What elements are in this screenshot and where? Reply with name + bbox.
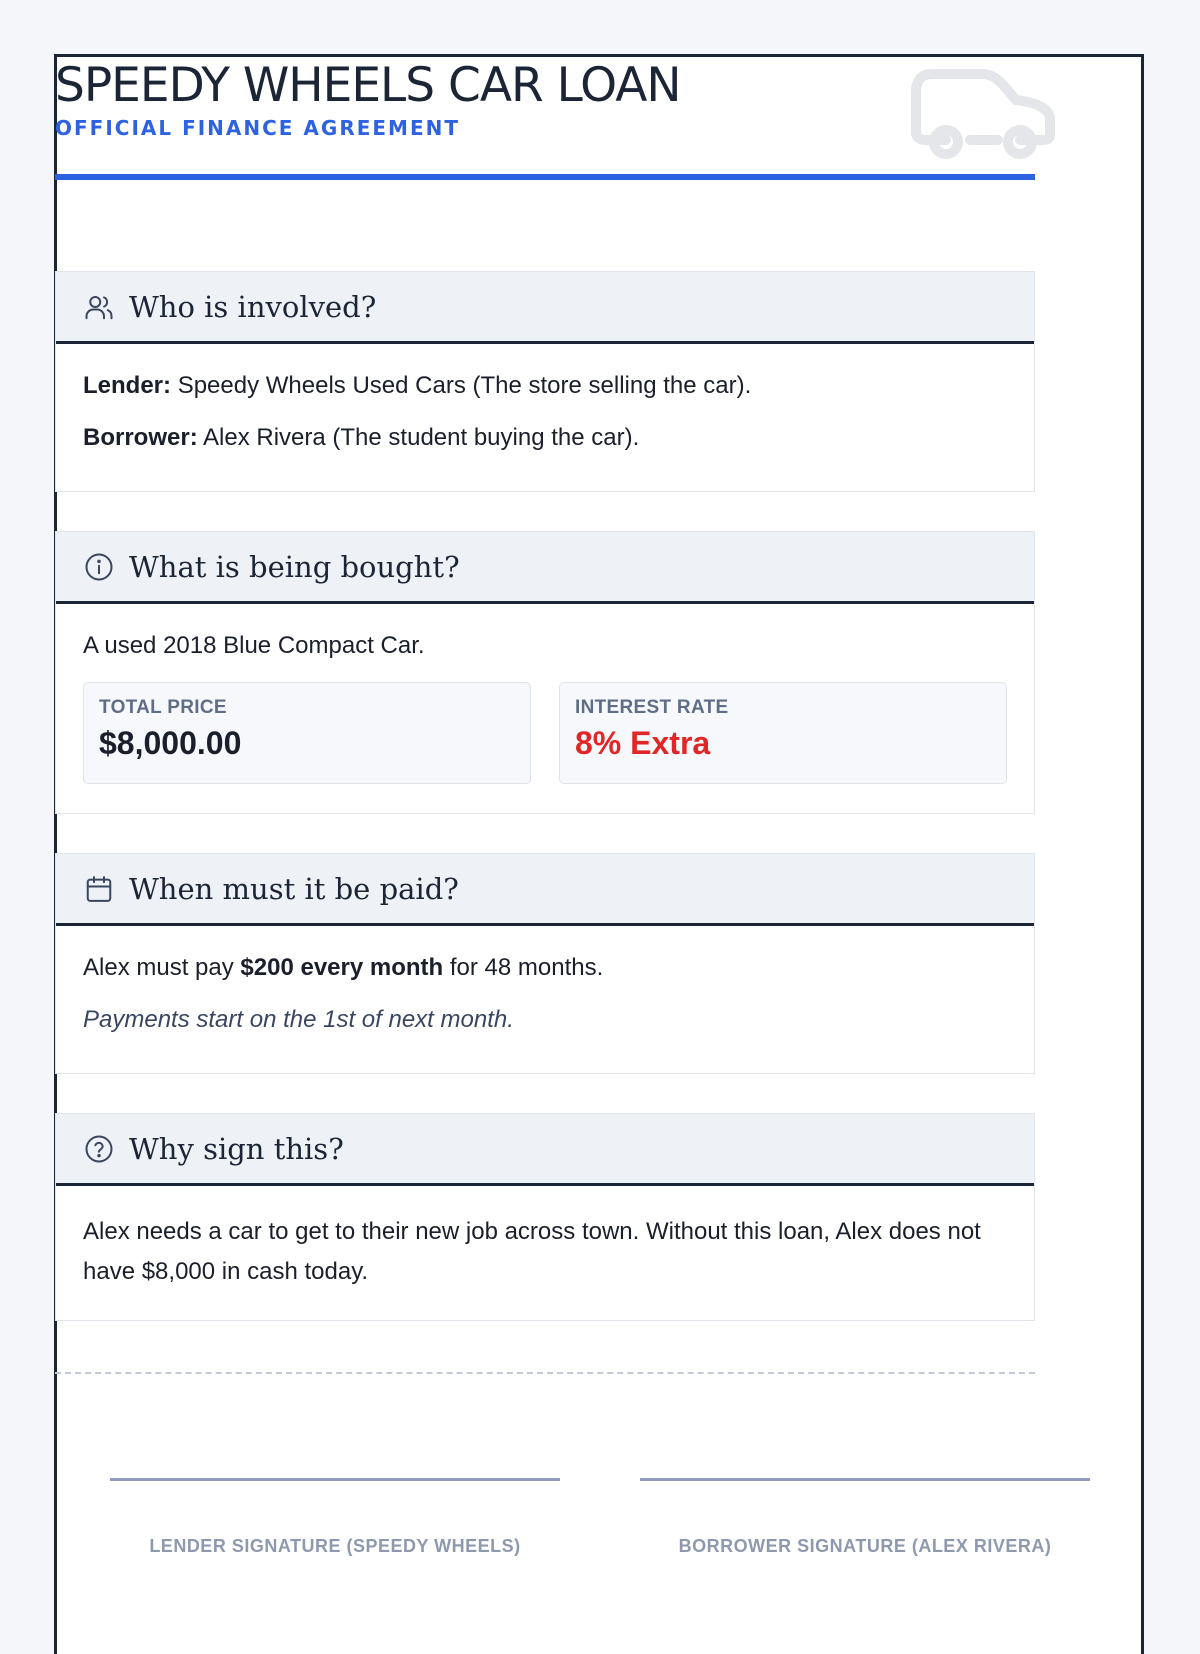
payment-prefix: Alex must pay [83,954,241,981]
borrower-value: Alex Rivera (The student buying the car). [203,424,640,451]
payment-start-note: Payments start on the 1st of next month. [83,1006,514,1033]
borrower-signature-label: BORROWER SIGNATURE (ALEX RIVERA) [678,1536,1052,1556]
info-icon [83,551,115,583]
section-heading: What is being bought? [129,549,460,584]
reason-text: Alex needs a car to get to their new job across town. Without this loan, Alex does not have $8,000 in cash today. [83,1218,981,1285]
section-what-bought [55,531,1035,814]
section-content [56,604,1034,784]
borrower-label: Borrower: [83,424,198,451]
section-content [56,344,1034,454]
price-boxes [83,682,1007,784]
help-circle-icon [83,1133,115,1165]
total-price-label: TOTAL PRICE [99,697,227,718]
section-content [56,926,1034,1036]
lender-line [83,370,1007,402]
lender-label: Lender: [83,372,172,399]
interest-rate-value: 8% Extra [575,725,711,761]
lender-signature-line[interactable] [110,1478,560,1481]
section-heading: Why sign this? [129,1131,344,1166]
payment-suffix: for 48 months. [443,954,604,981]
document-header [55,58,1035,140]
document-title: SPEEDY WHEELS CAR LOAN [55,58,681,113]
interest-rate-label: INTEREST RATE [575,697,729,718]
section-heading: Who is involved? [129,289,377,324]
interest-rate-box [559,682,1007,784]
lender-value: Speedy Wheels Used Cars (The store selling the car). [177,372,752,399]
payment-amount: $200 every month [240,954,444,981]
borrower-signature-line[interactable] [640,1478,1090,1481]
section-header [56,532,1034,604]
header-divider [55,174,1035,180]
section-when-paid [55,853,1035,1074]
section-header [56,272,1034,344]
section-heading: When must it be paid? [129,871,459,906]
payment-terms [83,952,1007,984]
users-icon [83,291,115,323]
section-header [56,854,1034,926]
lender-signature-label: LENDER SIGNATURE (SPEEDY WHEELS) [149,1536,521,1556]
vehicle-description: A used 2018 Blue Compact Car. [83,632,425,659]
section-header [56,1114,1034,1186]
total-price-value: $8,000.00 [99,725,242,761]
car-icon [908,62,1058,162]
section-content [56,1186,1034,1292]
calendar-icon [83,873,115,905]
section-who-involved [55,271,1035,492]
borrower-line [83,422,1007,454]
total-price-box [83,682,531,784]
document-subtitle: OFFICIAL FINANCE AGREEMENT [55,116,460,140]
signature-divider [55,1372,1035,1374]
section-why-sign [55,1113,1035,1321]
